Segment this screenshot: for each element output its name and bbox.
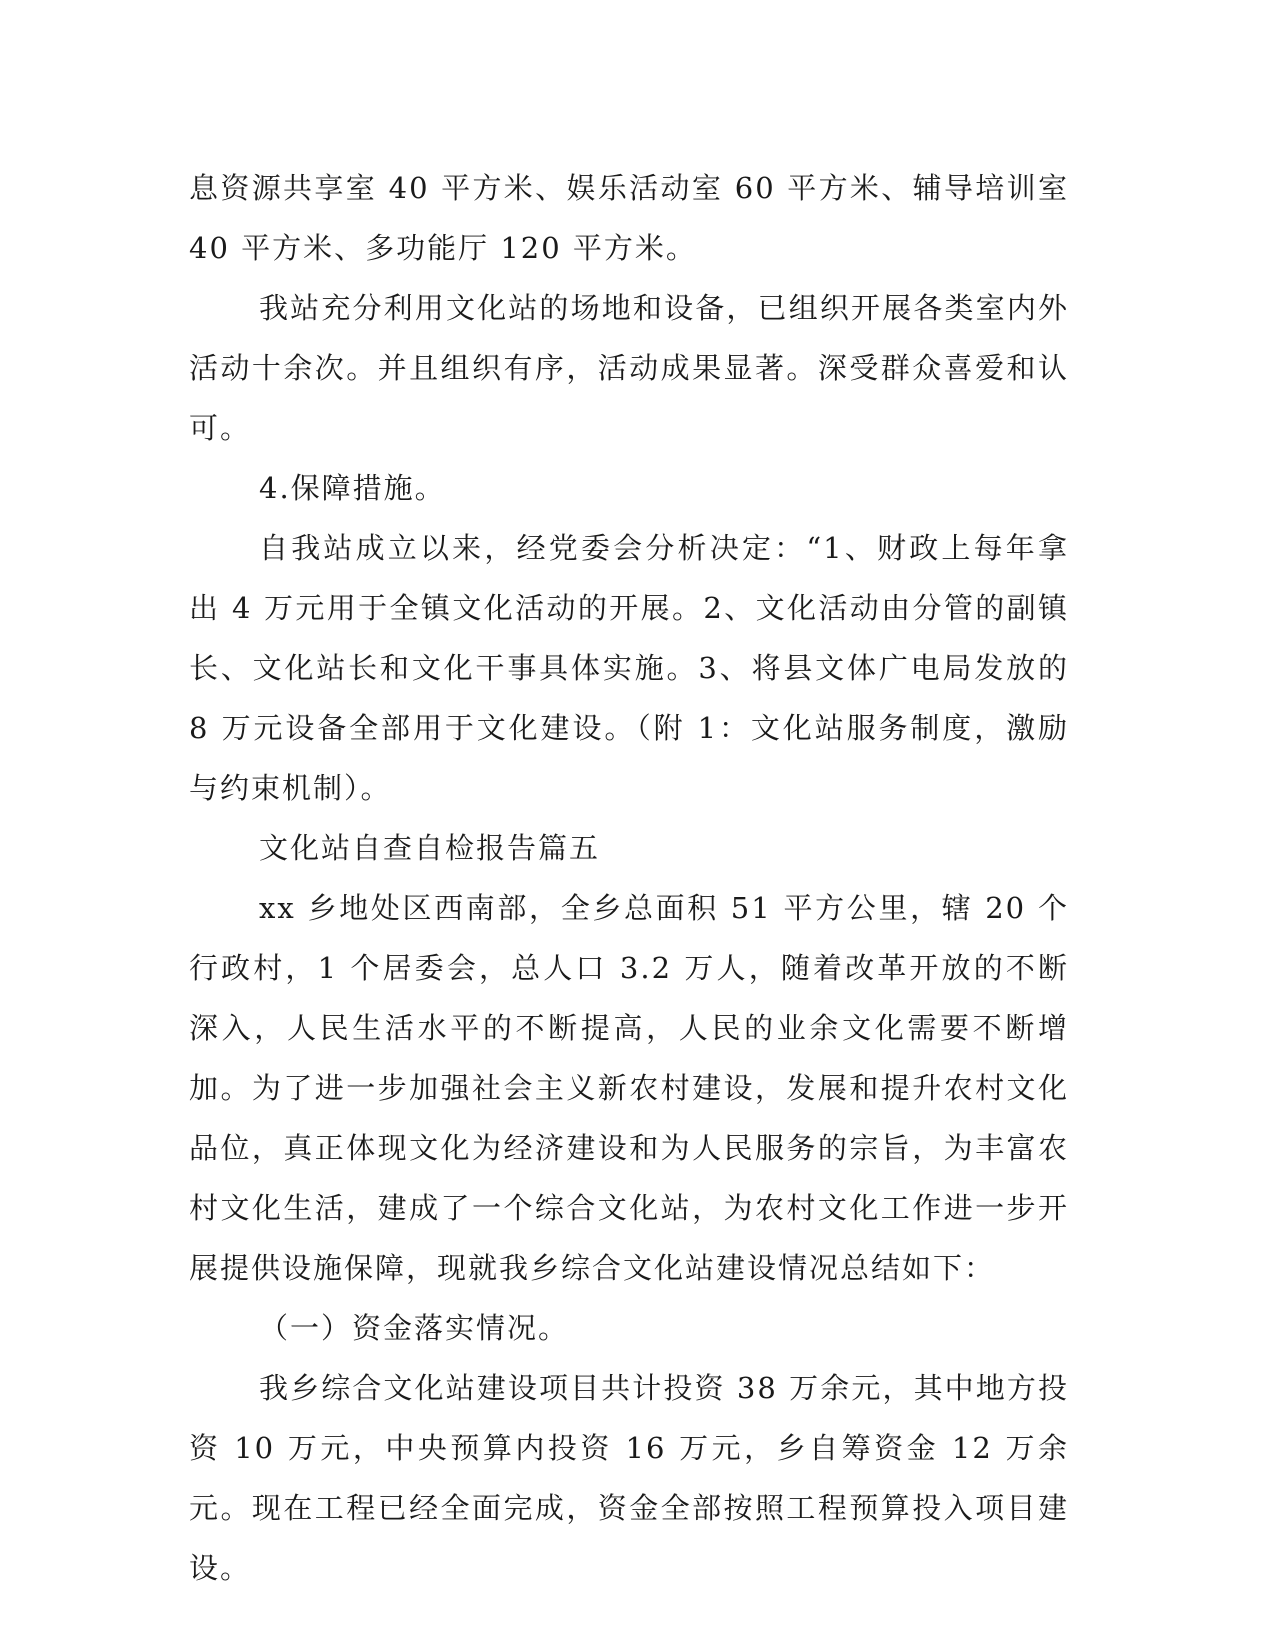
paragraph-8: 我乡综合文化站建设项目共计投资 38 万余元，其中地方投资 10 万元，中央预算内投资 16 万元，乡自筹资金 12 万余元。现在工程已经全面完成，资金全部按照工程预算投入项目建设。 — [189, 1371, 1069, 1585]
section-title: 文化站自查自检报告篇五 — [259, 831, 601, 865]
document-body — [189, 158, 1069, 1598]
paragraph-6: xx 乡地处区西南部，全乡总面积 51 平方公里，辖 20 个行政村，1 个居委会，总人口 3.2 万人，随着改革开放的不断深入，人民生活水平的不断提高，人民的业余文化需要不断增加。为了进一步加强社会主义新农村建设，发展和提升农村文化品位，真正体现文化为经济建设和为人民服务的宗旨，为丰富农村文化生活，建成了一个综合文化站，为农村文化工作进一步开展提供设施保障，现就我乡综合文化站建设情况总结如下： — [189, 891, 1069, 1285]
paragraph-4: 自我站成立以来，经党委会分析决定：“1、财政上每年拿出 4 万元用于全镇文化活动的开展。2、文化活动由分管的副镇长、文化站长和文化干事具体实施。3、将县文体广电局发放的 8 万元设备全部用于文化建设。（附 1：文化站服务制度，激励与约束机制）。 — [189, 531, 1069, 805]
subsection-heading: （一）资金落实情况。 — [259, 1311, 570, 1345]
paragraph-2: 我站充分利用文化站的场地和设备，已组织开展各类室内外活动十余次。并且组织有序，活动成果显著。深受群众喜爱和认可。 — [189, 291, 1069, 445]
paragraph-1: 息资源共享室 40 平方米、娱乐活动室 60 平方米、辅导培训室 40 平方米、多功能厅 120 平方米。 — [189, 171, 1069, 265]
paragraph-3-heading: 4.保障措施。 — [259, 471, 446, 505]
